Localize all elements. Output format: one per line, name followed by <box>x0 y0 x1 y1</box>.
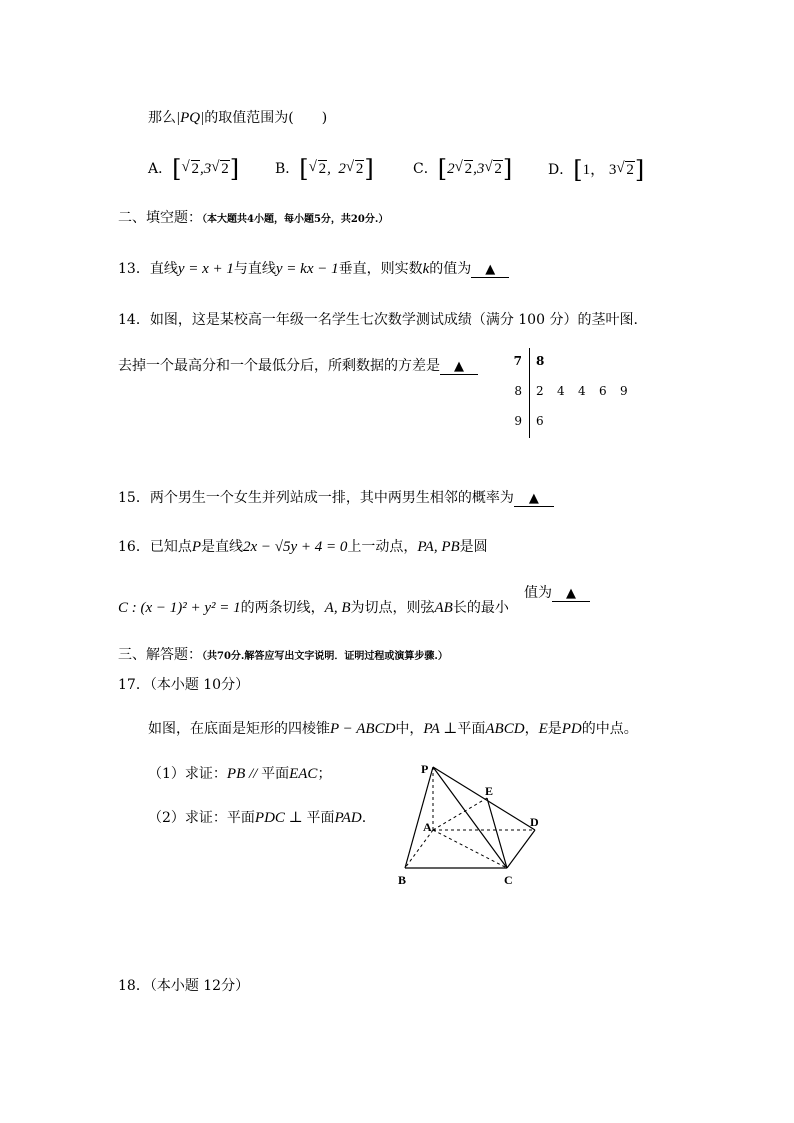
q18-header: 18．（本小题 12分） <box>118 978 250 994</box>
q13: 13．直线y = x + 1与直线y = kx − 1垂直，则实数k的值为 ▲ <box>118 258 509 278</box>
section3-heading: 三、解答题：（共70分.解答应写出文字说明．证明过程或演算步骤.） <box>118 647 448 663</box>
q14-answer-blank[interactable]: ▲ <box>440 360 478 375</box>
stem-row: 7 8 <box>513 354 545 368</box>
q12-option-a: A．[√ 2,3√ 2] <box>148 158 239 180</box>
q12-option-c: C．[2√ 2,3√ 2] <box>413 158 512 180</box>
q17-statement: 如图，在底面是矩形的四棱锥P − ABCD中，PA ⊥平面ABCD，E是PD的中点。 <box>148 721 638 737</box>
q16-line2: C : (x − 1)² + y² = 1的两条切线，A, B为切点，则弦AB长的最小 <box>118 600 509 616</box>
edge-pd <box>433 767 535 830</box>
edge-ac <box>433 830 507 868</box>
q13-answer-blank[interactable]: ▲ <box>471 263 509 278</box>
q16-answer-blank[interactable]: ▲ <box>552 587 590 602</box>
label-a: A <box>423 820 432 834</box>
label-e: E <box>485 784 494 798</box>
q16-line1: 16．已知点P是直线2x − √5y + 4 = 0上一动点，PA, PB是圆 <box>118 539 488 555</box>
edge-cd <box>507 830 535 868</box>
q14-line1: 14．如图，这是某校高一年级一名学生七次数学测试成绩（满分 100 分）的茎叶图. <box>118 312 638 328</box>
label-p: P <box>421 762 429 776</box>
edge-pb <box>405 767 433 868</box>
label-c: C <box>504 873 513 887</box>
q17-header: 17．（本小题 10分） <box>118 677 250 693</box>
q14-line2: 去掉一个最高分和一个最低分后，所剩数据的方差是 ▲ <box>118 355 478 375</box>
label-d: D <box>530 815 539 829</box>
label-b: B <box>398 873 407 887</box>
edge-pc <box>433 767 507 868</box>
edge-ab <box>405 830 433 868</box>
stem-row: 8 2 4 4 6 9 <box>514 384 628 398</box>
q17-part2: （2）求证：平面PDC ⊥ 平面PAD. <box>148 810 367 826</box>
section2-heading: 二、填空题：（本大题共4小题，每小题5分，共20分.） <box>118 210 389 226</box>
q17-part1: （1）求证：PB // 平面EAC； <box>148 766 332 782</box>
pyramid-figure <box>385 755 555 895</box>
q16-tail: 值为 ▲ <box>524 582 590 602</box>
stem-row: 9 6 <box>514 414 544 428</box>
q15-answer-blank[interactable]: ▲ <box>514 492 554 507</box>
q12-option-b: B．[√ 2, 2√ 2] <box>275 158 374 180</box>
edge-ae <box>433 798 487 830</box>
edge-ec <box>487 798 507 868</box>
q12-option-d: D．[1， 3√ 2] <box>548 158 644 181</box>
q12-intro: 那么|PQ|的取值范围为( ) <box>148 110 328 126</box>
q15: 15．两个男生一个女生并列站成一排，其中两男生相邻的概率为 ▲ <box>118 487 554 507</box>
